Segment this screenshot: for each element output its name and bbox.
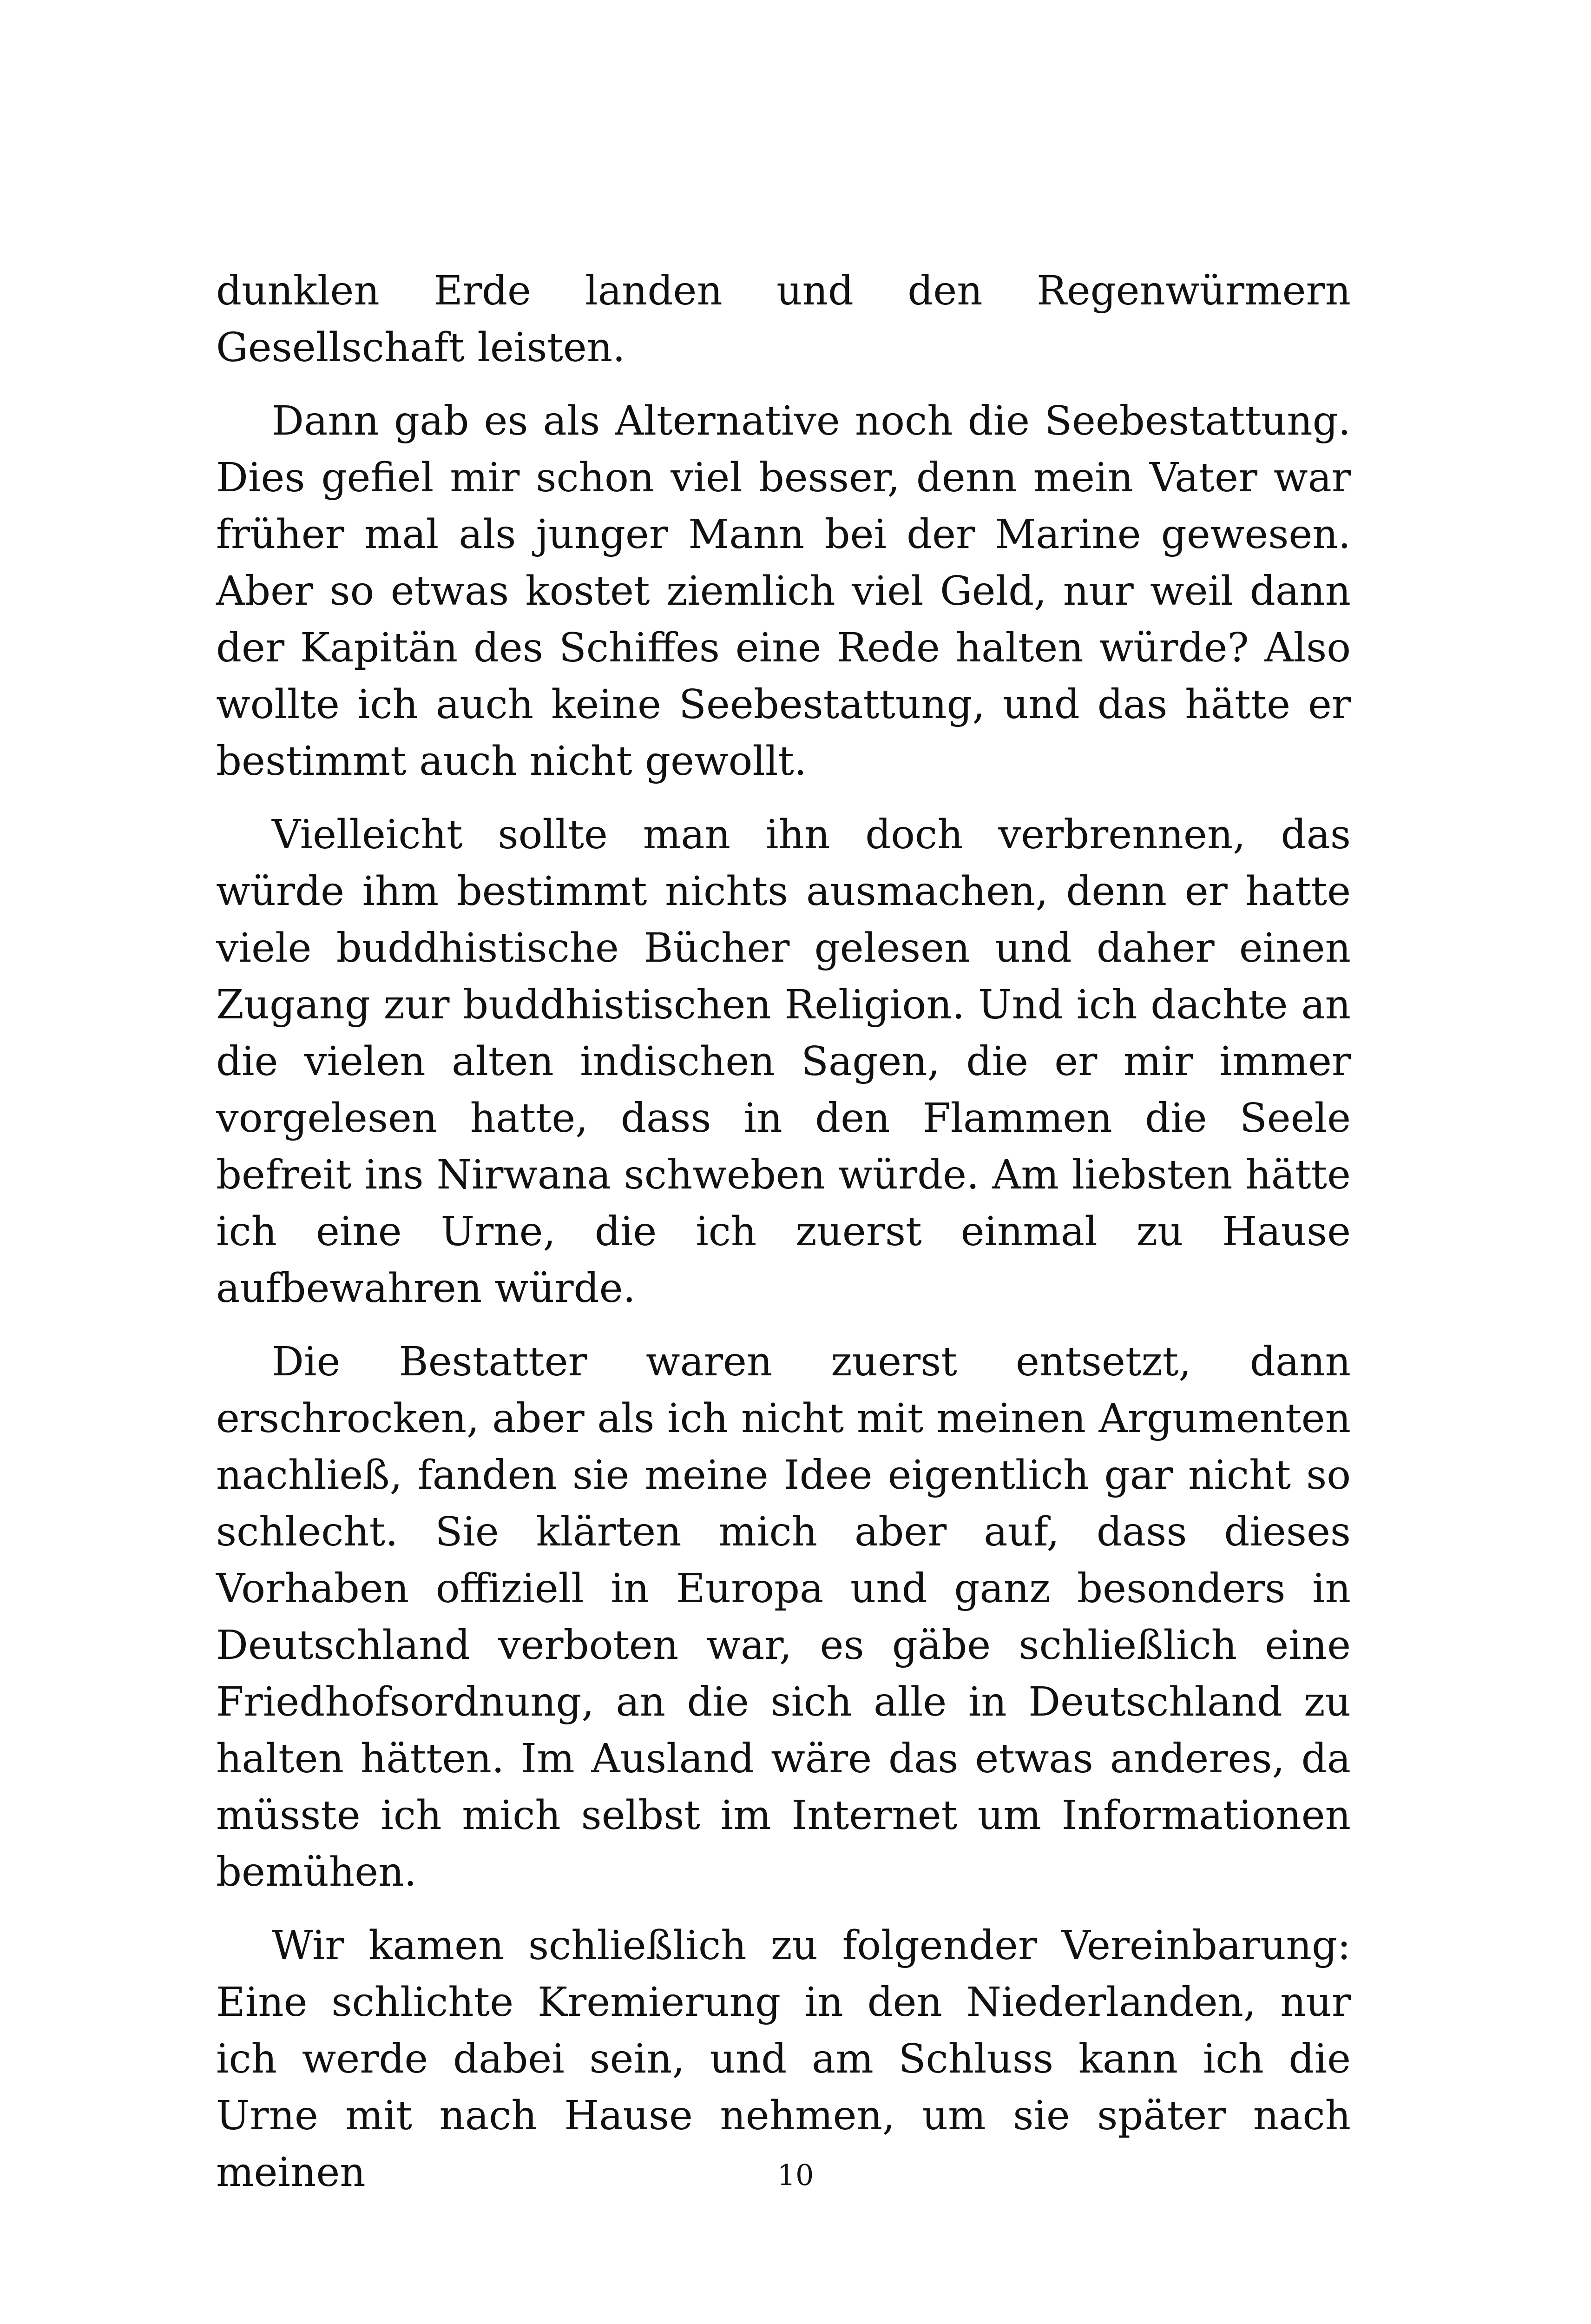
paragraph-5: Wir kamen schließlich zu folgender Vereinbarung: Eine schlichte Kremierung in den Niederlanden, nur ich werde dabei sein, und am Schluss kann ich die Urne mit nach Hause nehmen, um sie später nach meinen [216,1922,1351,2196]
paragraph-4: Die Bestatter waren zuerst entsetzt, dann erschrocken, aber als ich nicht mit meinen Argumenten nachließ, fanden sie meine Idee eigentlich gar nicht so schlecht. Sie klärten mich aber auf, dass dieses Vorhaben offiziell in Europa und ganz besonders in Deutschland verboten war, es gäbe schließlich eine Friedhofsordnung, an die sich alle in Deutschland zu halten hätten. Im Ausland wäre das etwas anderes, da müsste ich mich selbst im Internet um Informationen bemühen. [216,1339,1351,1895]
paragraph-1: dunklen Erde landen und den Regenwürmern Gesellschaft leisten. [216,268,1351,371]
page-number: 10 [777,2158,814,2192]
body-text [216,263,1351,2218]
paragraph-2: Dann gab es als Alternative noch die Seebestattung. Dies gefiel mir schon viel besser, denn mein Vater war früher mal als junger Mann bei der Marine gewesen. Aber so etwas kostet ziemlich viel Geld, nur weil dann der Kapitän des Schiffes eine Rede halten würde? Also wollte ich auch keine Seebestattung, und das hätte er bestimmt auch nicht gewollt. [216,398,1351,785]
paragraph-3: Vielleicht sollte man ihn doch verbrennen, das würde ihm bestimmt nichts ausmachen, denn er hatte viele buddhistische Bücher gelesen und daher einen Zugang zur buddhistischen Religion. Und ich dachte an die vielen alten indischen Sagen, die er mir immer vorgelesen hatte, dass in den Flammen die Seele befreit ins Nirwana schweben würde. Am liebsten hätte ich eine Urne, die ich zuerst einmal zu Hause aufbewahren würde. [216,812,1351,1312]
